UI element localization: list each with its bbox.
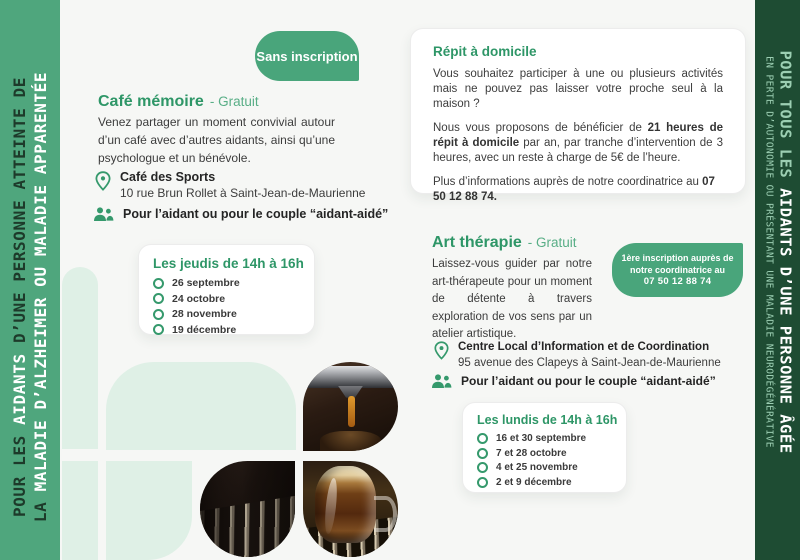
machine-shadow bbox=[200, 461, 295, 557]
photo-latte-glass bbox=[303, 461, 398, 557]
sidebar-right bbox=[755, 0, 800, 560]
photo-coffee-machine bbox=[200, 461, 295, 557]
location-pin-icon bbox=[434, 341, 449, 360]
sidebar-left-line1: POUR LES AIDANTS D’UNE PERSONNE ATTEINTE DE bbox=[10, 76, 29, 517]
cafe-memoire-description: Venez partager un moment convivial autour d’un café avec d’autres aidants, ainsi qu’une psychologue et un bénévole. bbox=[98, 115, 335, 165]
lundis-date-item: 16 et 30 septembre bbox=[477, 433, 612, 444]
sidebar-right-line1: POUR TOUS LES AIDANTS D’UNE PERSONNE ÂGÉE bbox=[776, 50, 794, 454]
jeudis-date-item: 19 décembre bbox=[153, 324, 300, 336]
people-icon bbox=[431, 374, 452, 389]
mint-tile-small bbox=[106, 461, 192, 560]
repit-title: Répit à domicile bbox=[433, 44, 537, 59]
sidebar-left bbox=[0, 0, 60, 560]
latte-glass-cup bbox=[315, 466, 376, 543]
espresso-machine-grouphead bbox=[303, 366, 398, 387]
ring-bullet-icon bbox=[153, 278, 164, 289]
ring-bullet-icon bbox=[153, 324, 164, 335]
location-pin-icon bbox=[95, 171, 111, 191]
inscription-phone: 07 50 12 88 74 bbox=[643, 276, 712, 287]
cafe-location-row bbox=[95, 170, 365, 201]
sidebar-left-text bbox=[9, 72, 51, 522]
cafe-memoire-price: - Gratuit bbox=[209, 94, 259, 109]
jeudis-schedule-card bbox=[138, 244, 315, 335]
jeudis-date-item: 26 septembre bbox=[153, 277, 300, 289]
lundis-date-item: 4 et 25 novembre bbox=[477, 462, 612, 473]
art-therapie-heading bbox=[432, 234, 577, 252]
inscription-line1: 1ère inscription auprès de bbox=[621, 253, 734, 263]
jeudis-card-title: Les jeudis de 14h à 16h bbox=[153, 256, 304, 271]
repit-domicile-card bbox=[410, 28, 746, 203]
espresso-cup bbox=[320, 431, 381, 451]
repit-paragraph-1: Vous souhaitez participer à une ou plusieurs activités mais ne pouvez pas laisser votre proche seul à la maison ? bbox=[433, 68, 723, 110]
ring-bullet-icon bbox=[477, 462, 488, 473]
ring-bullet-icon bbox=[477, 448, 488, 459]
art-location-text bbox=[458, 340, 721, 371]
art-therapie-description: Laissez-vous guider par notre art-thérapeute pour un moment de détente à travers exploration de vos sens par un atelier artistique. bbox=[432, 258, 592, 340]
sans-inscription-label: Sans inscription bbox=[256, 48, 358, 64]
lundis-card-title: Les lundis de 14h à 16h bbox=[477, 413, 618, 427]
art-location-row bbox=[434, 340, 721, 371]
cafe-memoire-heading bbox=[98, 93, 259, 111]
photo-espresso-pour bbox=[303, 362, 398, 451]
people-icon bbox=[93, 207, 114, 222]
mint-bar-top bbox=[62, 267, 98, 449]
mint-bar-bottom bbox=[62, 461, 98, 560]
repit-paragraph-3: Plus d’informations auprès de notre coordinatrice au 07 50 12 88 74. bbox=[433, 176, 715, 203]
mint-tile-large bbox=[106, 362, 296, 450]
art-location-name: Centre Local d’Information et de Coordination bbox=[458, 341, 710, 353]
repit-paragraph-2: Nous vous proposons de bénéficier de 21 heures de répit à domicile par an, par tranche d’intervention de 3 heures, avec un reste à charge de 5€ de l’heure. bbox=[433, 122, 723, 164]
inscription-badge bbox=[612, 243, 743, 297]
jeudis-date-item: 28 novembre bbox=[153, 308, 300, 320]
lundis-date-item: 7 et 28 octobre bbox=[477, 448, 612, 459]
cafe-audience-label: Pour l’aidant ou pour le couple “aidant-aidé” bbox=[123, 206, 389, 221]
sidebar-left-line2: LA MALADIE D’ALZHEIMER OU MALADIE APPARENTÉE bbox=[31, 71, 50, 522]
ring-bullet-icon bbox=[477, 433, 488, 444]
art-location-address: 95 avenue des Clapeys à Saint-Jean-de-Maurienne bbox=[458, 357, 721, 369]
ring-bullet-icon bbox=[153, 309, 164, 320]
ring-bullet-icon bbox=[477, 477, 488, 488]
art-therapie-title: Art thérapie bbox=[432, 234, 522, 251]
ring-bullet-icon bbox=[153, 293, 164, 304]
lundis-schedule-card bbox=[462, 402, 627, 493]
cafe-memoire-title: Café mémoire bbox=[98, 93, 204, 110]
sans-inscription-badge bbox=[255, 31, 359, 81]
cafe-location-address: 10 rue Brun Rollet à Saint-Jean-de-Maurienne bbox=[120, 186, 366, 200]
jeudis-date-item: 24 octobre bbox=[153, 293, 300, 305]
cafe-audience-row bbox=[93, 206, 388, 222]
cafe-location-name: Café des Sports bbox=[120, 170, 216, 184]
art-audience-label: Pour l’aidant ou pour le couple “aidant-aidé” bbox=[461, 373, 716, 388]
sidebar-right-line2: EN PERTE D’AUTONOMIE OU PRÉSENTANT UNE MALADIE NEURODÉGÉNÉRATIVE bbox=[763, 56, 774, 448]
espresso-stream bbox=[348, 396, 355, 427]
sidebar-right-text bbox=[761, 50, 794, 453]
lundis-date-item: 2 et 9 décembre bbox=[477, 477, 612, 488]
inscription-line2: notre coordinatrice au bbox=[629, 265, 726, 275]
glass-handle bbox=[374, 496, 397, 533]
art-therapie-price: - Gratuit bbox=[527, 235, 577, 250]
art-audience-row bbox=[431, 373, 716, 389]
cafe-location-text bbox=[120, 170, 365, 201]
